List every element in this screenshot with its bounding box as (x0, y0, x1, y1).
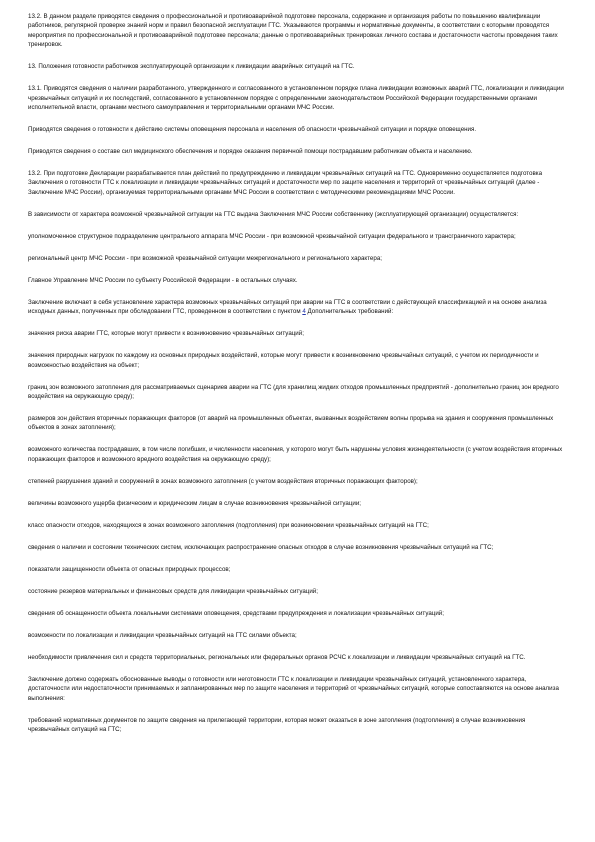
paragraph-text: Дополнительных требований: (305, 308, 394, 316)
paragraph: региональный центр МЧС России - при возможной чрезвычайной ситуации межрегионального и регионального характера; (28, 254, 382, 262)
paragraph: требований нормативных документов по защите сведения на прилегающей территории, которая может оказаться в зоне затопления (подтопления) в случае возникновения чрезвычайных ситуаций на ГТС; (28, 716, 526, 734)
paragraph: необходимости привлечения сил и средств территориальных, региональных или федеральных органов РСЧС к локализации и ликвидации чрезвычайных ситуаций на ГТС. (28, 653, 526, 661)
paragraph: 13.1. Приводятся сведения о наличии разработанного, утвержденного и согласованного в установленном порядке плана ликвидации возможных аварий ГТС, локализации и ликвидации чрезвычайных ситуаций и их последствий, согласованного в установленном порядке с определенными законодательством Российской Федерации государственными органами исполнительной власти, органами местного самоуправления и территориальными органами МЧС России. (28, 85, 564, 112)
paragraph: показатели защищенности объекта от опасных природных процессов; (28, 565, 231, 573)
paragraph: Приводятся сведения о составе сил медицинского обеспечения и порядке оказания первичной помощи пострадавшим работникам объекта и населению. (28, 148, 473, 156)
paragraph-with-link (28, 298, 568, 317)
paragraph: 13.2. В данном разделе приводятся сведения о профессиональной и противоаварийной подготовке персонала, содержание и организация работы по повышению квалификации работников, регулярной проверке знаний норм и правил безопасной эксплуатации ГТС. Указываются программы и нормативные документы, в соответствии с которыми проводятся мероприятия по профессиональной и противоаварийной подготовке персонала; данные о противоаварийных тренировках личного состава и достаточности частоты проведения таких тренировок. (28, 13, 558, 49)
paragraph: сведения о наличии и состоянии технических систем, исключающих распространение опасных отходов в случае возникновения чрезвычайных ситуаций на ГТС; (28, 543, 494, 551)
paragraph: 13.2. При подготовке Декларации разрабатывается план действий по предупреждению и ликвидации чрезвычайных ситуаций на ГТС. Одновременно осуществляется подготовка Заключения о готовности ГТС к локализации и ликвидации чрезвычайных ситуаций и достаточности мер по защите населения и территорий от чрезвычайных ситуаций (далее - Заключение МЧС России), организуемая территориальными органами МЧС России в соответствии с методическими рекомендациями МЧС России. (28, 170, 543, 196)
paragraph: 13. Положения готовности работников эксплуатирующей организации к ликвидации аварийных ситуаций на ГТС. (28, 63, 355, 71)
paragraph: степеней разрушения зданий и сооружений в зонах возможного затопления (с учетом воздействия вторичных поражающих факторов); (28, 477, 418, 485)
paragraph: возможности по локализации и ликвидации чрезвычайных ситуаций на ГТС силами объекта; (28, 631, 297, 639)
paragraph: возможного количества пострадавших, в том числе погибших, и численности населения, у которого могут быть нарушены условия жизнедеятельности (с учетом воздействия вторичных поражающих факторов и возможного вредного воздействия на окружающую среду); (28, 446, 563, 463)
paragraph: состояние резервов материальных и финансовых средств для ликвидации чрезвычайных ситуаций; (28, 587, 318, 595)
paragraph-text: Заключение включает в себя установление характера возможных чрезвычайных ситуаций при аварии на ГТС в соответствии с действующей классификацией и на основе анализа исходных данных, полученных при обследовании ГТС, проведенном в соответствии с пунктом (28, 298, 547, 316)
paragraph: размеров зон действия вторичных поражающих факторов (от аварий на промышленных объектах, вызванных воздействием волны прорыва на здания и сооружения промышленных объектов в зонах затопления); (28, 415, 554, 432)
paragraph: величины возможного ущерба физическим и юридическим лицам в случае возникновения чрезвычайной ситуации; (28, 499, 361, 507)
paragraph: сведения об оснащенности объекта локальными системами оповещения, средствами предупреждения и локализации чрезвычайных ситуаций; (28, 609, 444, 617)
paragraph: значения риска аварии ГТС, которые могут привести к возникновению чрезвычайных ситуаций; (28, 330, 304, 338)
paragraph: В зависимости от характера возможной чрезвычайной ситуации на ГТС выдача Заключения МЧС России собственнику (эксплуатирующей организации) осуществляется: (28, 210, 519, 218)
paragraph: значения природных нагрузок по каждому из основных природных воздействий, которые могут привести к возникновению чрезвычайных ситуаций, с учетом их периодичности и возможностью воздействия на объект; (28, 352, 539, 369)
paragraph: уполномоченное структурное подразделение центрального аппарата МЧС России - при возможной чрезвычайной ситуации федерального и трансграничного характера; (28, 232, 516, 240)
paragraph: Заключение должно содержать обоснованные выводы о готовности или неготовности ГТС к локализации и ликвидации чрезвычайных ситуаций, установленного характера, достаточности или недостаточности принимаемых и запланированных мер по защите населения и территорий от чрезвычайных ситуаций, которые сопоставляются на основе анализа выполнения: (28, 675, 559, 702)
paragraph: границ зон возможного затопления для рассматриваемых сценариев аварии на ГТС (для хранилищ жидких отходов промышленных предприятий - дополнительно границ зон вредного воздействия на окружающую среду); (28, 383, 559, 401)
document-page (28, 12, 568, 747)
paragraph: класс опасности отходов, находящихся в зонах возможного затопления (подтопления) при возникновении чрезвычайных ситуаций на ГТС; (28, 521, 429, 529)
paragraph: Главное Управление МЧС России по субъекту Российской Федерации - в остальных случаях. (28, 276, 298, 284)
paragraph: Приводятся сведения о готовности к действию системы оповещения персонала и населения об опасности чрезвычайной ситуации и порядке оповещения. (28, 126, 477, 134)
clause-4-link[interactable]: 4 (302, 308, 306, 316)
